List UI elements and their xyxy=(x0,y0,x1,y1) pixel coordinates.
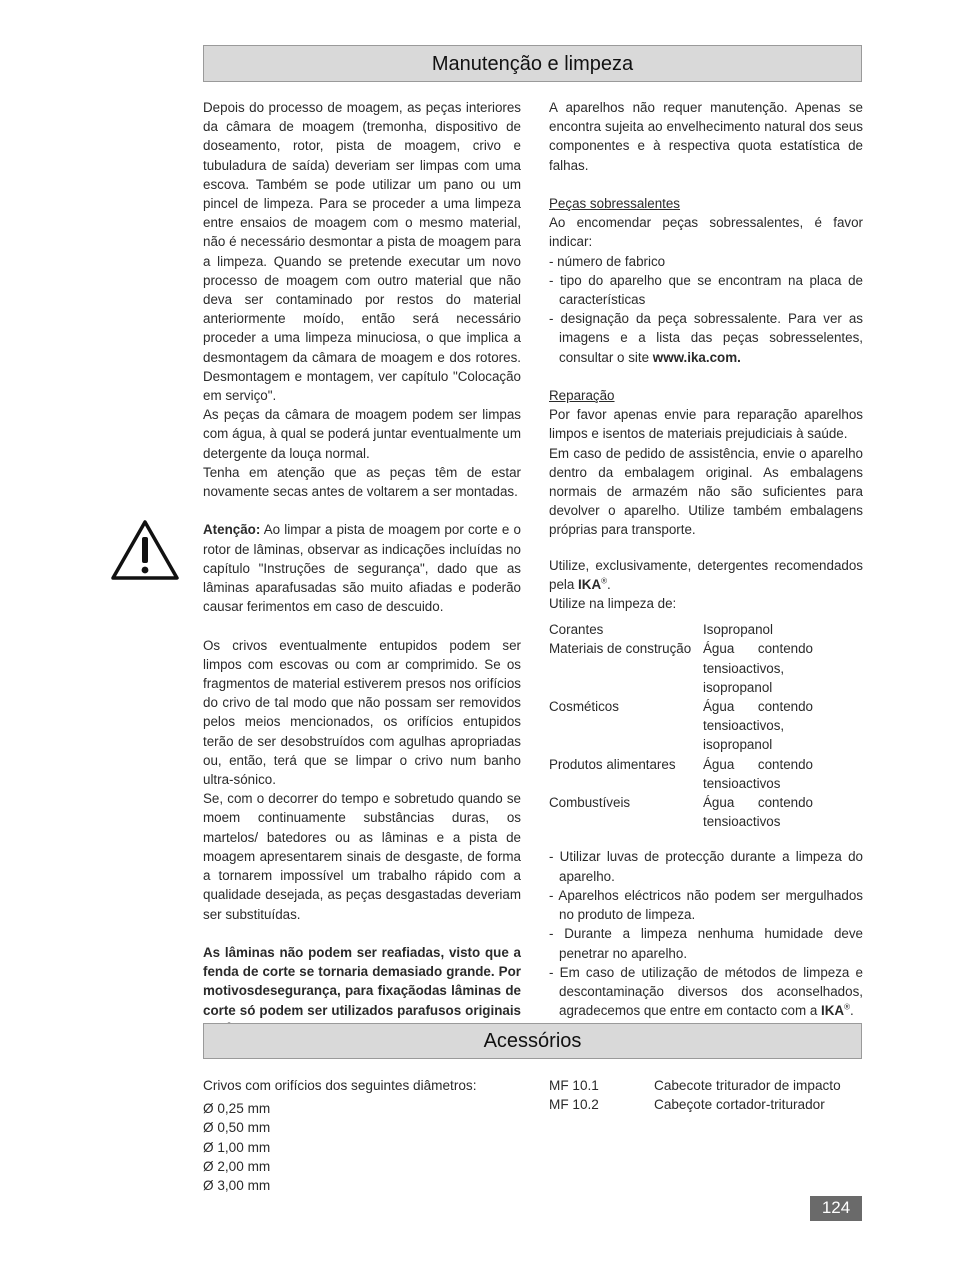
attention-label: Atenção: xyxy=(203,522,261,538)
table-cell-agent: Isopropanol xyxy=(703,622,773,638)
repair-paragraph-2: Em caso de pedido de assistência, envie o aparelho dentro da embalagem original. As embalagens normais de armazém não são suficientes para devolver o aparelho. Utilize também embalagens próprias para transporte. xyxy=(549,445,863,538)
accessory-code: MF 10.1 xyxy=(549,1078,599,1093)
sieve-size: Ø 3,00 mm xyxy=(203,1178,271,1194)
website-link[interactable]: www.ika.com. xyxy=(652,349,741,365)
note-item: - Durante a limpeza nenhuma humidade deve penetrar no aparelho. xyxy=(549,926,863,961)
table-cell-material: Corantes xyxy=(549,622,604,638)
paragraph-attention xyxy=(203,520,521,616)
cleaning-table xyxy=(549,620,813,831)
spares-intro: Ao encomendar peças sobressalentes, é favor indicar: xyxy=(549,215,863,250)
sieve-size: Ø 0,25 mm xyxy=(203,1101,271,1117)
table-cell-material: Materiais de construção xyxy=(549,641,692,657)
paragraph-intro: A aparelhos não requer manutenção. Apenas se encontra sujeita ao envelhecimento natural dos seus componentes e à respectiva quota estatística de falhas. xyxy=(549,100,863,173)
paragraph-dry: Tenha em atenção que as peças têm de estar novamente secas antes de voltarem a ser montadas. xyxy=(203,464,521,500)
detergent-text: Utilize, exclusivamente, detergentes recomendados pela xyxy=(549,557,863,592)
ika-brand: IKA xyxy=(821,1003,845,1019)
left-column xyxy=(203,98,521,1039)
table-cell-material: Produtos alimentares xyxy=(549,756,676,772)
sieves-block xyxy=(203,1076,523,1195)
note-period: . xyxy=(849,1003,854,1019)
paragraph-wear: Se, com o decorrer do tempo e sobretudo quando se moem continuamente substâncias duras, os martelos/ batedores ou as lâminas e a pista de moagem apresentarem sinais de desgaste, de forma a tornarem impossível um trabalho rápido com a qualidade desejada, as peças desgastadas deveriam ser substituídas. xyxy=(203,791,521,922)
spares-item-text: - designação da peça sobressalente. Para ver as imagens e a lista das peças sobresselentes, consultar o site xyxy=(549,311,863,365)
accessory-item xyxy=(549,1095,863,1114)
accessory-desc: Cabecote triturador de impacto xyxy=(654,1078,841,1093)
note-item xyxy=(549,963,863,1021)
section-heading-maintenance: Manutenção e limpeza xyxy=(203,45,862,82)
paragraph-sieves: Os crivos eventualmente entupidos podem ser limpos com escovas ou com ar comprimido. Se os fragmentos de material estiverem presos nos orifícios do crivo de tal modo que não possam ser removidos pelos meios mencionados, os orifícios entupidos terão de ser desobstruídos com agulhas apropriadas ou, então, terá que se limpar o crivo num banho ultra-sónico. xyxy=(203,637,521,788)
registered-mark: ® xyxy=(601,576,608,586)
table-cell-agent: Água contendo tensioactivos, isopropanol xyxy=(703,699,813,753)
bold-note-text: As lâminas não podem ser reafiadas, visto que a fenda de corte se tornaria demasiado grande. Por motivosdesegurança, para fixaçãodas lâminas de corte só podem ser utilizados parafusos originais xyxy=(203,944,521,1018)
table-row xyxy=(549,793,813,831)
table-cell-agent: Água contendo tensioactivos xyxy=(703,756,813,791)
sieves-intro: Crivos com orifícios dos seguintes diâmetros: xyxy=(203,1078,477,1093)
table-cell-agent: Água contendo tensioactivos xyxy=(703,795,813,830)
spares-item: - tipo do aparelho que se encontram na placa de características xyxy=(549,272,863,308)
table-row xyxy=(549,639,813,697)
accessory-list xyxy=(549,1076,863,1114)
note-item-text: - Em caso de utilização de métodos de limpeza e descontaminação diversos dos aconselhados, agradecemos que entre em contacto com a xyxy=(549,964,863,1019)
right-column xyxy=(549,98,863,1020)
section-heading-accessories: Acessórios xyxy=(203,1023,862,1059)
page-number: 124 xyxy=(810,1196,862,1221)
note-item: - Utilizar luvas de protecção durante a limpeza do aparelho. xyxy=(549,849,863,884)
sieve-size: Ø 1,00 mm xyxy=(203,1139,271,1155)
sieve-size: Ø 0,50 mm xyxy=(203,1120,271,1136)
accessory-code: MF 10.2 xyxy=(549,1097,599,1113)
table-cell-material: Cosméticos xyxy=(549,699,619,715)
table-cell-material: Combustíveis xyxy=(549,795,631,811)
detergent-paragraph xyxy=(549,556,863,594)
table-row xyxy=(549,697,813,755)
attention-text: Ao limpar a pista de moagem por corte e o rotor de lâminas, observar as indicações incluídas no capítulo "Instruções de segurança", dado que as lâminas aparafusadas são muito afiadas e poderão causar ferimentos em caso de descuido. xyxy=(203,522,521,615)
table-row xyxy=(549,620,813,639)
paragraph-water: As peças da câmara de moagem podem ser limpas com água, à qual se poderá juntar eventualmente um detergente da louça normal. xyxy=(203,407,521,461)
use-for-label: Utilize na limpeza de: xyxy=(549,596,677,612)
sieve-size: Ø 2,00 mm xyxy=(203,1158,271,1174)
paragraph-cleaning: Depois do processo de moagem, as peças interiores da câmara de moagem (tremonha, dispositivo de doseamento, rotor, pista de moagem, crivo e tubuladura de saída) deveriam ser limpas com uma escova. Também se pode utilizar um pano ou um pincel de limpeza. Para se proceder a uma limpeza entre ensaios de moagem com o mesmo material, não é necessário desmontar a pista de moagem para a limpeza. Quando se pretende executar um novo processo de moagem com outro material que não deva ser contaminado por restos do material anteriormente moído, então será necessário proceder a uma limpeza minuciosa, o que implica a desmontagem da câmara de moagem e dos rotores. Desmontagem e montagem, ver capítulo "Colocação em serviço". xyxy=(203,100,521,404)
spares-title: Peças sobressalentes xyxy=(549,196,681,211)
registered-mark: ® xyxy=(844,1002,850,1012)
repair-title: Reparação xyxy=(549,388,615,404)
spares-item: - número de fabrico xyxy=(549,253,666,269)
accessory-desc: Cabeçote cortador-triturador xyxy=(654,1097,825,1113)
accessory-item xyxy=(549,1076,863,1095)
warning-triangle-icon xyxy=(110,519,180,581)
spares-item xyxy=(549,309,863,367)
table-cell-agent: Água contendo tensioactivos, isopropanol xyxy=(703,641,813,695)
note-item: - Aparelhos eléctricos não podem ser mergulhados no produto de limpeza. xyxy=(549,887,863,923)
repair-paragraph-1: Por favor apenas envie para reparação aparelhos limpos e isentos de materiais prejudiciais à saúde. xyxy=(549,407,863,442)
detergent-period: . xyxy=(607,576,611,592)
ika-brand: IKA xyxy=(578,576,602,592)
table-row xyxy=(549,755,813,793)
